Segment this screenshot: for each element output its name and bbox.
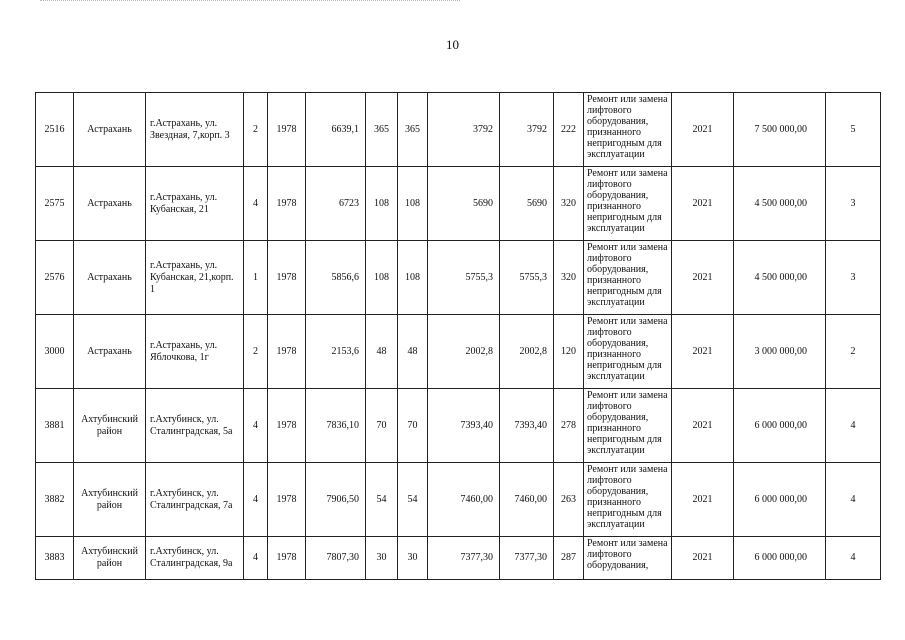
municipality-cell: Ахтубинский район (74, 463, 146, 537)
table-row (36, 389, 881, 463)
units-cell: 4 (826, 389, 881, 463)
residents-cell: 108 (366, 241, 398, 315)
residents-cell: 54 (366, 463, 398, 537)
table-row (36, 463, 881, 537)
residents-cell-2: 365 (398, 93, 428, 167)
cost-cell: 4 500 000,00 (734, 167, 826, 241)
units-cell: 4 (826, 463, 881, 537)
work-type-text: Ремонт или замена лифтового оборудования, признанного непригодным для эксплуатации (587, 389, 668, 456)
units-cell: 3 (826, 241, 881, 315)
count-cell: 320 (554, 167, 584, 241)
floors-cell: 1 (244, 241, 268, 315)
work-type-cell (584, 93, 672, 167)
living-area-cell: 2002,8 (428, 315, 500, 389)
municipality-cell: Астрахань (74, 167, 146, 241)
floors-cell: 4 (244, 463, 268, 537)
row-id-cell: 3881 (36, 389, 74, 463)
floors-cell: 2 (244, 315, 268, 389)
address-cell: г.Ахтубинск, ул. Сталинградская, 7а (146, 463, 244, 537)
residents-cell-2: 48 (398, 315, 428, 389)
year-cell: 1978 (268, 389, 306, 463)
work-type-cell (584, 463, 672, 537)
work-type-text: Ремонт или замена лифтового оборудования, признанного непригодным для эксплуатации (587, 93, 668, 160)
total-area-cell: 6723 (306, 167, 366, 241)
row-id-cell: 2575 (36, 167, 74, 241)
cost-cell: 6 000 000,00 (734, 537, 826, 580)
work-type-cell (584, 241, 672, 315)
living-area-cell: 5755,3 (428, 241, 500, 315)
municipality-cell: Астрахань (74, 241, 146, 315)
cost-cell: 6 000 000,00 (734, 463, 826, 537)
work-type-text: Ремонт или замена лифтового оборудования, признанного непригодным для эксплуатации (587, 241, 668, 308)
municipality-cell: Ахтубинский район (74, 537, 146, 580)
cost-cell: 4 500 000,00 (734, 241, 826, 315)
total-area-cell: 5856,6 (306, 241, 366, 315)
year-cell: 1978 (268, 315, 306, 389)
living-area-cell: 5690 (428, 167, 500, 241)
year-cell: 1978 (268, 167, 306, 241)
table-row (36, 93, 881, 167)
table-body (36, 93, 881, 580)
year-cell: 1978 (268, 93, 306, 167)
plan-year-cell: 2021 (672, 463, 734, 537)
cost-cell: 7 500 000,00 (734, 93, 826, 167)
cost-cell: 3 000 000,00 (734, 315, 826, 389)
floors-cell: 4 (244, 167, 268, 241)
plan-year-cell: 2021 (672, 315, 734, 389)
count-cell: 287 (554, 537, 584, 580)
living-area-cell-2: 2002,8 (500, 315, 554, 389)
year-cell: 1978 (268, 537, 306, 580)
residents-cell-2: 70 (398, 389, 428, 463)
row-id-cell: 3000 (36, 315, 74, 389)
year-cell: 1978 (268, 463, 306, 537)
units-cell: 4 (826, 537, 881, 580)
page-number: 10 (446, 37, 459, 52)
plan-year-cell: 2021 (672, 389, 734, 463)
work-type-cell (584, 167, 672, 241)
floors-cell: 2 (244, 93, 268, 167)
year-cell: 1978 (268, 241, 306, 315)
count-cell: 263 (554, 463, 584, 537)
plan-year-cell: 2021 (672, 537, 734, 580)
living-area-cell: 3792 (428, 93, 500, 167)
living-area-cell: 7393,40 (428, 389, 500, 463)
row-id-cell: 2576 (36, 241, 74, 315)
living-area-cell: 7460,00 (428, 463, 500, 537)
total-area-cell: 2153,6 (306, 315, 366, 389)
plan-year-cell: 2021 (672, 167, 734, 241)
scan-artifact-line (40, 0, 460, 4)
work-type-cell (584, 389, 672, 463)
table-row (36, 167, 881, 241)
residents-cell-2: 108 (398, 241, 428, 315)
address-cell: г.Ахтубинск, ул. Сталинградская, 5а (146, 389, 244, 463)
work-type-text: Ремонт или замена лифтового оборудования, признанного непригодным для эксплуатации (587, 463, 668, 530)
floors-cell: 4 (244, 537, 268, 580)
plan-year-cell: 2021 (672, 241, 734, 315)
living-area-cell-2: 7393,40 (500, 389, 554, 463)
floors-cell: 4 (244, 389, 268, 463)
work-type-cell (584, 537, 672, 580)
living-area-cell-2: 5755,3 (500, 241, 554, 315)
living-area-cell-2: 3792 (500, 93, 554, 167)
address-cell: г.Астрахань, ул. Звездная, 7,корп. 3 (146, 93, 244, 167)
residents-cell-2: 30 (398, 537, 428, 580)
total-area-cell: 7906,50 (306, 463, 366, 537)
address-cell: г.Астрахань, ул. Кубанская, 21 (146, 167, 244, 241)
residents-cell: 30 (366, 537, 398, 580)
living-area-cell-2: 7460,00 (500, 463, 554, 537)
row-id-cell: 3882 (36, 463, 74, 537)
address-cell: г.Астрахань, ул. Яблочкова, 1г (146, 315, 244, 389)
residents-cell: 108 (366, 167, 398, 241)
work-type-text: Ремонт или замена лифтового оборудования, признанного непригодным для эксплуатации (587, 315, 668, 382)
municipality-cell: Астрахань (74, 93, 146, 167)
row-id-cell: 3883 (36, 537, 74, 580)
living-area-cell-2: 7377,30 (500, 537, 554, 580)
address-cell: г.Ахтубинск, ул. Сталинградская, 9а (146, 537, 244, 580)
address-cell: г.Астрахань, ул. Кубанская, 21,корп. 1 (146, 241, 244, 315)
living-area-cell-2: 5690 (500, 167, 554, 241)
count-cell: 222 (554, 93, 584, 167)
residents-cell: 365 (366, 93, 398, 167)
municipality-cell: Ахтубинский район (74, 389, 146, 463)
count-cell: 278 (554, 389, 584, 463)
work-type-text: Ремонт или замена лифтового оборудования, (587, 537, 668, 571)
residents-cell-2: 108 (398, 167, 428, 241)
count-cell: 120 (554, 315, 584, 389)
total-area-cell: 6639,1 (306, 93, 366, 167)
plan-year-cell: 2021 (672, 93, 734, 167)
table-row (36, 537, 881, 580)
units-cell: 2 (826, 315, 881, 389)
living-area-cell: 7377,30 (428, 537, 500, 580)
units-cell: 3 (826, 167, 881, 241)
table-row (36, 241, 881, 315)
work-type-cell (584, 315, 672, 389)
residents-cell: 70 (366, 389, 398, 463)
residents-cell-2: 54 (398, 463, 428, 537)
work-type-text: Ремонт или замена лифтового оборудования, признанного непригодным для эксплуатации (587, 167, 668, 234)
total-area-cell: 7807,30 (306, 537, 366, 580)
row-id-cell: 2516 (36, 93, 74, 167)
total-area-cell: 7836,10 (306, 389, 366, 463)
residents-cell: 48 (366, 315, 398, 389)
units-cell: 5 (826, 93, 881, 167)
table-row (36, 315, 881, 389)
count-cell: 320 (554, 241, 584, 315)
municipality-cell: Астрахань (74, 315, 146, 389)
cost-cell: 6 000 000,00 (734, 389, 826, 463)
capital-repair-table (35, 92, 881, 580)
